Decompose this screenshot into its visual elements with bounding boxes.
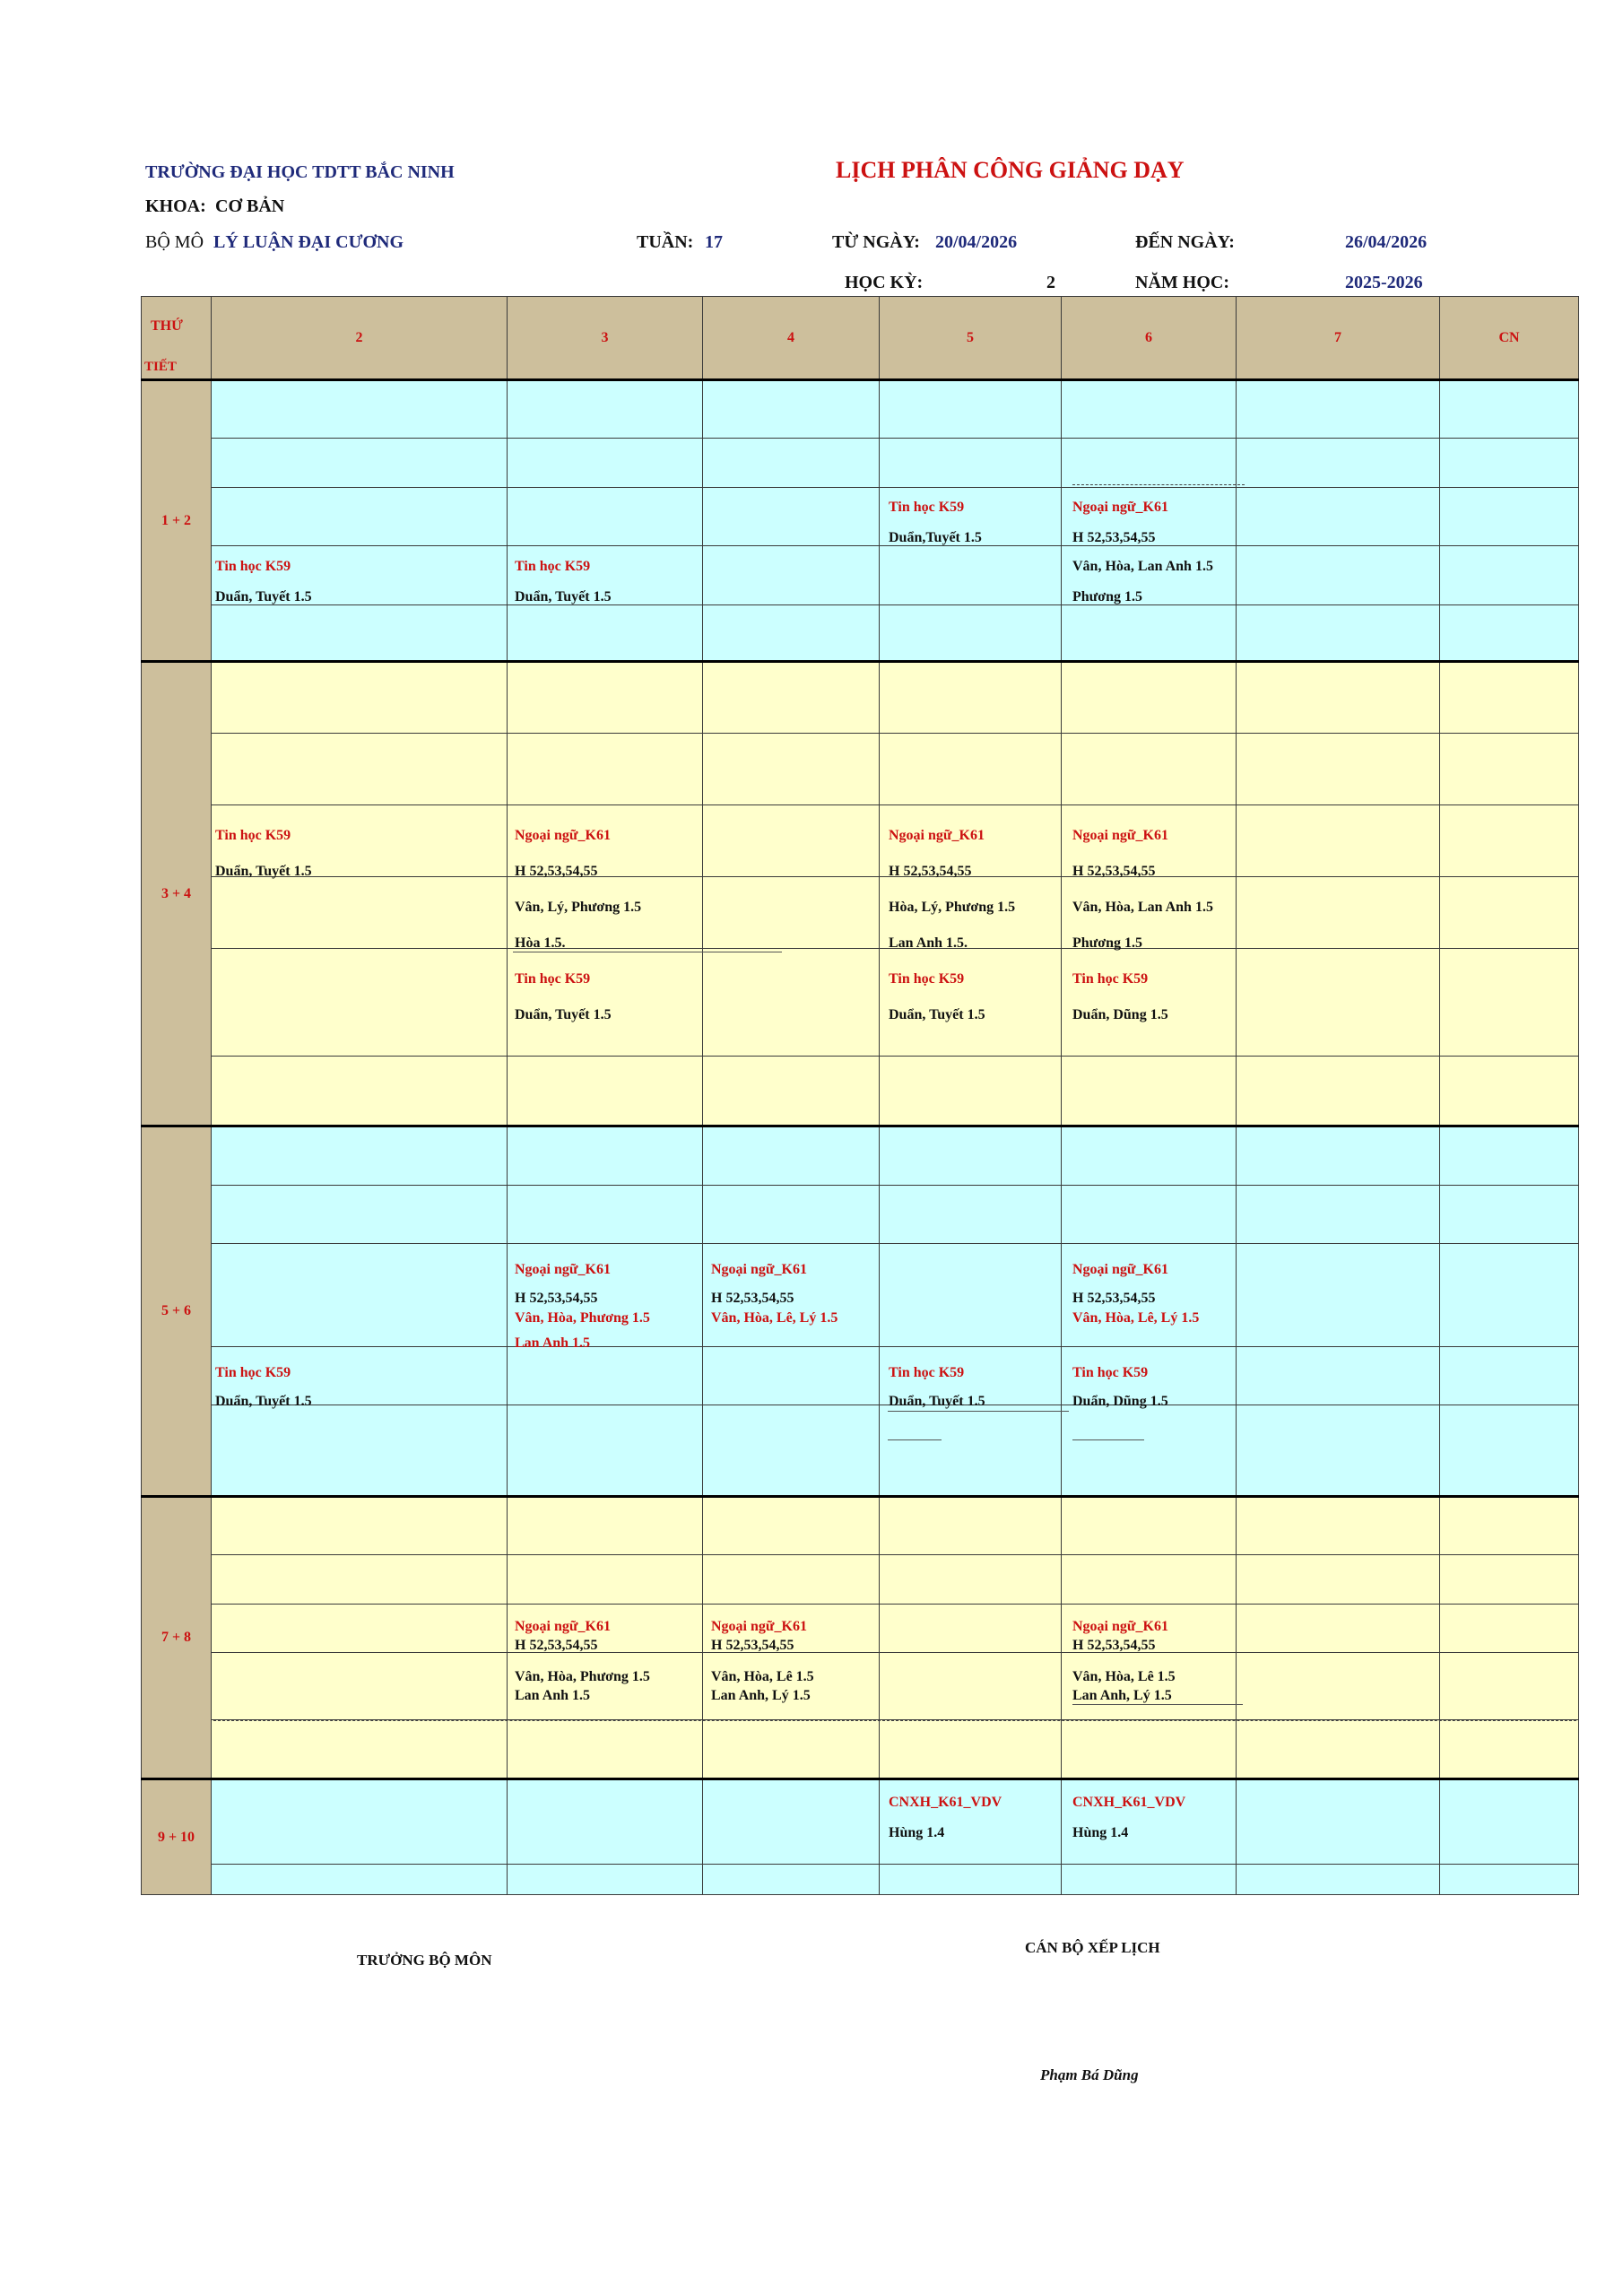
scheduler-label: CÁN BỘ XẾP LỊCH	[1025, 1939, 1160, 1956]
period-label-7-8: 7 + 8	[142, 1497, 212, 1779]
entry-subject: Tin học K59	[215, 1365, 291, 1380]
entry-teachers: Vân, Hòa, Lan Anh 1.5	[1072, 559, 1213, 574]
entry-groups: H 52,53,54,55	[711, 1291, 794, 1306]
entry-teachers: Vân, Hòa, Lê, Lý 1.5	[711, 1310, 838, 1326]
week-value: 17	[705, 232, 723, 252]
day-header-row	[142, 297, 1579, 380]
entry-teachers: Vân, Hòa, Lê 1.5	[1072, 1669, 1176, 1684]
to-date-value: 26/04/2026	[1345, 232, 1428, 252]
entry-teachers: Lan Anh, Lý 1.5	[711, 1688, 811, 1703]
from-date-label: TỪ NGÀY:	[832, 232, 920, 252]
entry-teachers: Hòa, Lý, Phương 1.5	[889, 900, 1016, 915]
entry-teachers: Duẩn, Dũng 1.5	[1072, 1394, 1168, 1409]
schedule-table	[141, 296, 1579, 1895]
department-head-label: TRƯỞNG BỘ MÔN	[357, 1952, 492, 1969]
entry-teachers: Vân, Hòa, Lê 1.5	[711, 1669, 814, 1684]
thu-label: THỨ	[151, 318, 183, 334]
entry-groups: H 52,53,54,55	[515, 1638, 598, 1653]
entry-subject: CNXH_K61_VDV	[889, 1795, 1002, 1810]
entry-subject: Tin học K59	[889, 971, 965, 987]
entry-subject: Tin học K59	[215, 559, 291, 574]
entry-teachers: Duẩn, Tuyết 1.5	[215, 1394, 312, 1409]
school-name: TRƯỜNG ĐẠI HỌC TDTT BẮC NINH	[145, 162, 455, 182]
entry-teachers: Vân, Hòa, Phương 1.5	[515, 1669, 650, 1684]
semester-value: 2	[1046, 273, 1055, 292]
period-label-3-4: 3 + 4	[142, 662, 212, 1126]
entry-groups: H 52,53,54,55	[515, 864, 598, 879]
entry-teachers: Lan Anh 1.5.	[889, 935, 968, 951]
entry-subject: Ngoại ngữ_K61	[711, 1619, 807, 1634]
entry-teachers: Phương 1.5	[1072, 935, 1143, 951]
entry-subject: Ngoại ngữ_K61	[1072, 1619, 1168, 1634]
entry-teachers: Vân, Hòa, Lan Anh 1.5	[1072, 900, 1213, 915]
week-label: TUẦN:	[637, 232, 694, 252]
to-date-label: ĐẾN NGÀY:	[1135, 232, 1235, 252]
entry-subject: Tin học K59	[889, 1365, 965, 1380]
entry-groups: H 52,53,54,55	[1072, 864, 1156, 879]
entry-groups: H 52,53,54,55	[1072, 1638, 1156, 1653]
school-year-label: NĂM HỌC:	[1135, 273, 1229, 292]
entry-subject: Tin học K59	[889, 500, 965, 515]
school-year-value: 2025-2026	[1345, 273, 1423, 292]
entry-teachers: Lan Anh, Lý 1.5	[1072, 1688, 1172, 1703]
entry-subject: Tin học K59	[515, 971, 591, 987]
corner-cell	[142, 297, 212, 380]
day-header-6: 6	[1062, 297, 1237, 380]
entry-teachers: Hùng 1.4	[889, 1825, 945, 1840]
entry-teachers: Duẩn, Tuyết 1.5	[215, 864, 312, 879]
entry-subject: Ngoại ngữ_K61	[515, 828, 611, 843]
entry-groups: H 52,53,54,55	[889, 864, 972, 879]
entry-subject: Ngoại ngữ_K61	[1072, 1262, 1168, 1277]
page-title: LỊCH PHÂN CÔNG GIẢNG DẠY	[836, 157, 1185, 183]
entry-teachers: Vân, Hòa, Lê, Lý 1.5	[1072, 1310, 1200, 1326]
entry-teachers: Duẩn, Tuyết 1.5	[515, 1007, 612, 1022]
entry-teachers: Duẩn, Tuyết 1.5	[889, 1007, 985, 1022]
entry-subject: Ngoại ngữ_K61	[515, 1262, 611, 1277]
entry-groups: H 52,53,54,55	[711, 1638, 794, 1653]
entry-teachers: Duẩn, Dũng 1.5	[1072, 1007, 1168, 1022]
entry-teachers: Lan Anh 1.5	[515, 1335, 591, 1351]
day-header-5: 5	[880, 297, 1062, 380]
period-label-5-6: 5 + 6	[142, 1126, 212, 1497]
day-header-2: 2	[212, 297, 508, 380]
entry-groups: H 52,53,54,55	[515, 1291, 598, 1306]
entry-teachers: Duẩn,Tuyết 1.5	[889, 530, 982, 545]
tiet-label: TIẾT	[144, 360, 177, 374]
scheduler-name: Phạm Bá Dũng	[1040, 2066, 1139, 2083]
entry-subject: Tin học K59	[1072, 1365, 1149, 1380]
entry-subject: Tin học K59	[515, 559, 591, 574]
department-label: BỘ MÔ	[145, 232, 204, 252]
entry-teachers: Hòa 1.5.	[515, 935, 566, 951]
period-label-1-2: 1 + 2	[142, 380, 212, 662]
entry-subject: Ngoại ngữ_K61	[1072, 500, 1168, 515]
entry-teachers: Hùng 1.4	[1072, 1825, 1129, 1840]
entry-subject: Ngoại ngữ_K61	[889, 828, 985, 843]
entry-subject: CNXH_K61_VDV	[1072, 1795, 1186, 1810]
faculty-label: KHOA:	[145, 196, 206, 216]
entry-teachers: Vân, Hòa, Phương 1.5	[515, 1310, 650, 1326]
entry-teachers: Duẩn, Tuyết 1.5	[515, 589, 612, 604]
entry-subject: Tin học K59	[215, 828, 291, 843]
semester-label: HỌC KỲ:	[845, 273, 924, 292]
entry-subject: Ngoại ngữ_K61	[1072, 828, 1168, 843]
entry-teachers: Phương 1.5	[1072, 589, 1143, 604]
day-header-cn: CN	[1440, 297, 1579, 380]
entry-teachers: Duẩn, Tuyết 1.5	[889, 1394, 985, 1409]
department-value: LÝ LUẬN ĐẠI CƯƠNG	[213, 232, 404, 252]
day-header-7: 7	[1237, 297, 1440, 380]
entry-teachers: Vân, Lý, Phương 1.5	[515, 900, 642, 915]
entry-teachers: Lan Anh 1.5	[515, 1688, 591, 1703]
entry-subject: Ngoại ngữ_K61	[711, 1262, 807, 1277]
faculty-value: CƠ BẢN	[215, 196, 285, 216]
entry-teachers: Duẩn, Tuyết 1.5	[215, 589, 312, 604]
day-header-3: 3	[508, 297, 703, 380]
entry-subject: Tin học K59	[1072, 971, 1149, 987]
entry-subject: Ngoại ngữ_K61	[515, 1619, 611, 1634]
entry-groups: H 52,53,54,55	[1072, 530, 1156, 545]
from-date-value: 20/04/2026	[935, 232, 1018, 252]
period-label-9-10: 9 + 10	[142, 1779, 212, 1895]
day-header-4: 4	[703, 297, 880, 380]
entry-groups: H 52,53,54,55	[1072, 1291, 1156, 1306]
